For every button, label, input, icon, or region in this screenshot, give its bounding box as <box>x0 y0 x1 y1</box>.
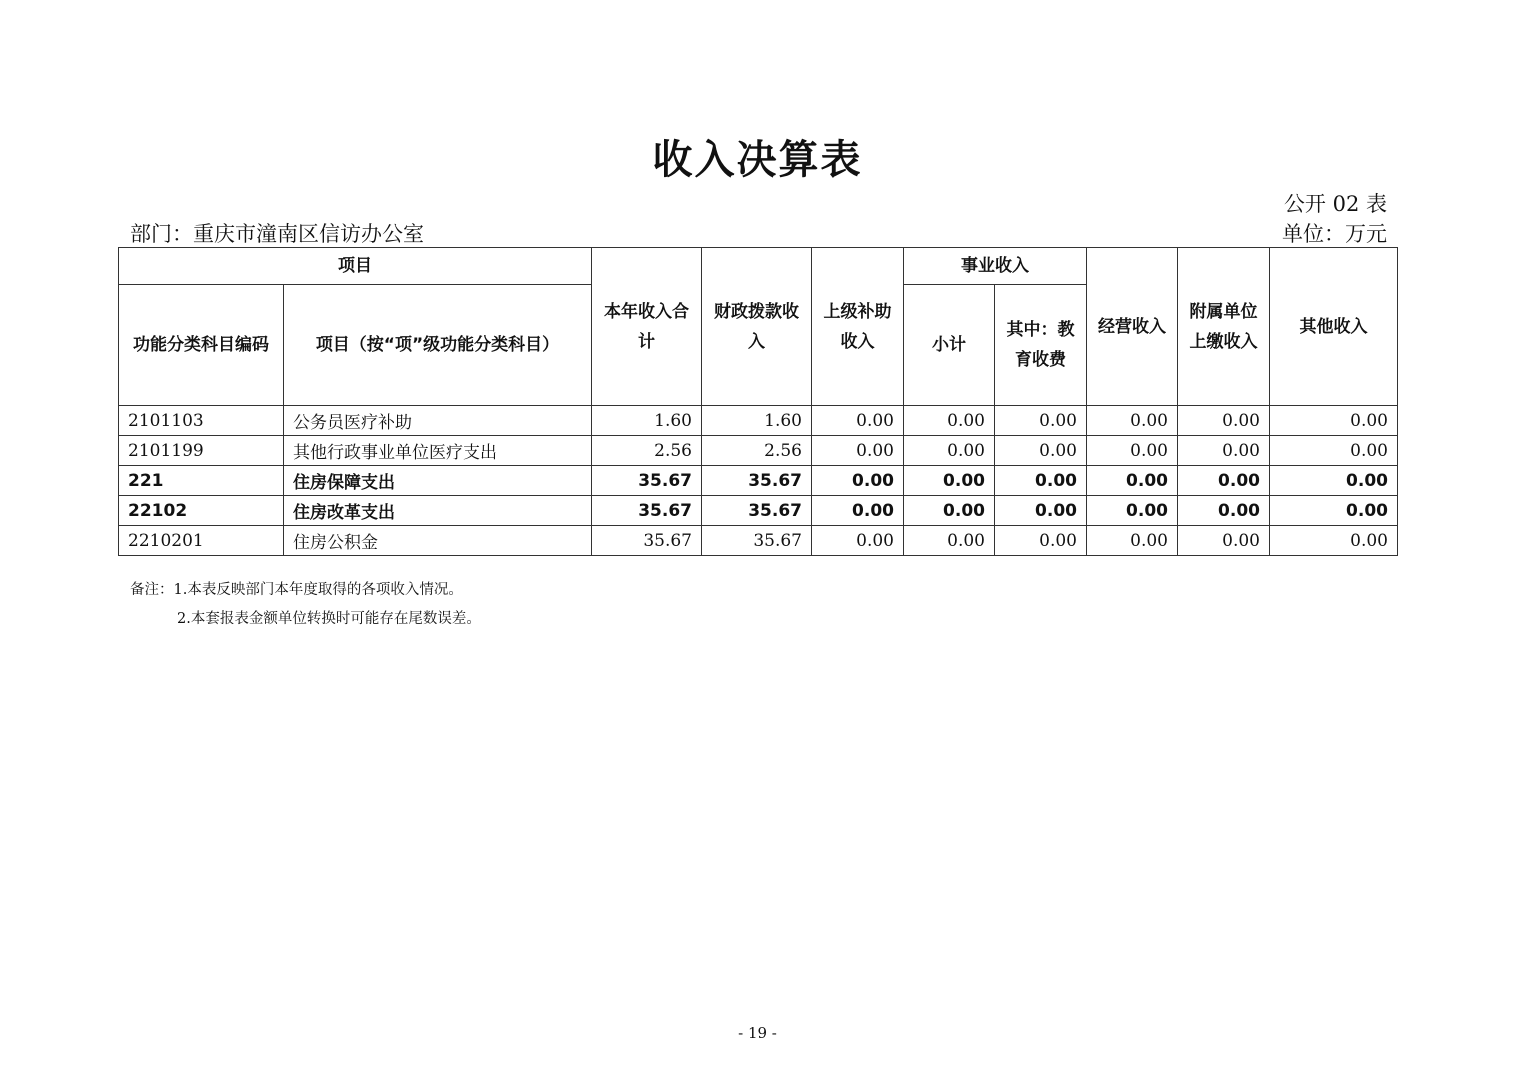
header-project-group: 项目 <box>119 248 592 285</box>
table-row <box>119 526 1398 556</box>
cell-superior: 0.00 <box>812 526 904 556</box>
cell-name: 住房公积金 <box>284 526 592 556</box>
cell-code: 2210201 <box>119 526 284 556</box>
cell-education: 0.00 <box>995 436 1087 466</box>
cell-other: 0.00 <box>1270 406 1398 436</box>
header-superior: 上级补助收入 <box>812 248 904 406</box>
cell-fiscal: 35.67 <box>702 526 812 556</box>
department-label: 部门：重庆市潼南区信访办公室 <box>130 222 424 246</box>
cell-total: 35.67 <box>592 526 702 556</box>
cell-education: 0.00 <box>995 526 1087 556</box>
cell-other: 0.00 <box>1270 436 1398 466</box>
page-number: - 19 - <box>738 1024 777 1042</box>
header-operating: 经营收入 <box>1087 248 1178 406</box>
cell-subtotal: 0.00 <box>904 436 995 466</box>
cell-education: 0.00 <box>995 406 1087 436</box>
cell-name: 公务员医疗补助 <box>284 406 592 436</box>
cell-subtotal: 0.00 <box>904 466 995 496</box>
page-title: 收入决算表 <box>652 137 863 183</box>
cell-affiliated: 0.00 <box>1178 466 1270 496</box>
income-table <box>118 247 1398 556</box>
cell-total: 35.67 <box>592 466 702 496</box>
header-fiscal: 财政拨款收入 <box>702 248 812 406</box>
header-business-group: 事业收入 <box>904 248 1087 285</box>
cell-affiliated: 0.00 <box>1178 436 1270 466</box>
table-row <box>119 466 1398 496</box>
cell-affiliated: 0.00 <box>1178 406 1270 436</box>
cell-fiscal: 35.67 <box>702 466 812 496</box>
cell-fiscal: 1.60 <box>702 406 812 436</box>
cell-total: 35.67 <box>592 496 702 526</box>
cell-fiscal: 35.67 <box>702 496 812 526</box>
table-row <box>119 496 1398 526</box>
form-number: 公开 02 表 <box>1283 192 1387 216</box>
cell-subtotal: 0.00 <box>904 406 995 436</box>
cell-name: 住房改革支出 <box>284 496 592 526</box>
header-subtotal: 小计 <box>904 285 995 406</box>
cell-code: 2101103 <box>119 406 284 436</box>
cell-total: 2.56 <box>592 436 702 466</box>
cell-operating: 0.00 <box>1087 496 1178 526</box>
cell-other: 0.00 <box>1270 526 1398 556</box>
cell-fiscal: 2.56 <box>702 436 812 466</box>
cell-affiliated: 0.00 <box>1178 496 1270 526</box>
cell-operating: 0.00 <box>1087 526 1178 556</box>
header-name: 项目（按“项”级功能分类科目） <box>284 285 592 406</box>
table-body <box>119 406 1398 556</box>
table-row <box>119 406 1398 436</box>
cell-superior: 0.00 <box>812 496 904 526</box>
cell-subtotal: 0.00 <box>904 526 995 556</box>
cell-code: 2101199 <box>119 436 284 466</box>
cell-operating: 0.00 <box>1087 436 1178 466</box>
cell-education: 0.00 <box>995 466 1087 496</box>
header-other: 其他收入 <box>1270 248 1398 406</box>
cell-education: 0.00 <box>995 496 1087 526</box>
unit-label: 单位：万元 <box>1282 222 1387 246</box>
cell-name: 其他行政事业单位医疗支出 <box>284 436 592 466</box>
notes <box>130 576 481 634</box>
cell-superior: 0.00 <box>812 466 904 496</box>
cell-superior: 0.00 <box>812 436 904 466</box>
cell-code: 22102 <box>119 496 284 526</box>
cell-other: 0.00 <box>1270 496 1398 526</box>
note-line: 备注：1.本表反映部门本年度取得的各项收入情况。 <box>130 582 463 598</box>
cell-name: 住房保障支出 <box>284 466 592 496</box>
header-total: 本年收入合计 <box>592 248 702 406</box>
cell-other: 0.00 <box>1270 466 1398 496</box>
note-line: 2.本套报表金额单位转换时可能存在尾数误差。 <box>177 611 481 627</box>
table-row <box>119 436 1398 466</box>
cell-code: 221 <box>119 466 284 496</box>
cell-affiliated: 0.00 <box>1178 526 1270 556</box>
header-affiliated: 附属单位上缴收入 <box>1178 248 1270 406</box>
header-code: 功能分类科目编码 <box>119 285 284 406</box>
cell-subtotal: 0.00 <box>904 496 995 526</box>
cell-operating: 0.00 <box>1087 466 1178 496</box>
cell-operating: 0.00 <box>1087 406 1178 436</box>
cell-superior: 0.00 <box>812 406 904 436</box>
header-education: 其中：教育收费 <box>995 285 1087 406</box>
cell-total: 1.60 <box>592 406 702 436</box>
